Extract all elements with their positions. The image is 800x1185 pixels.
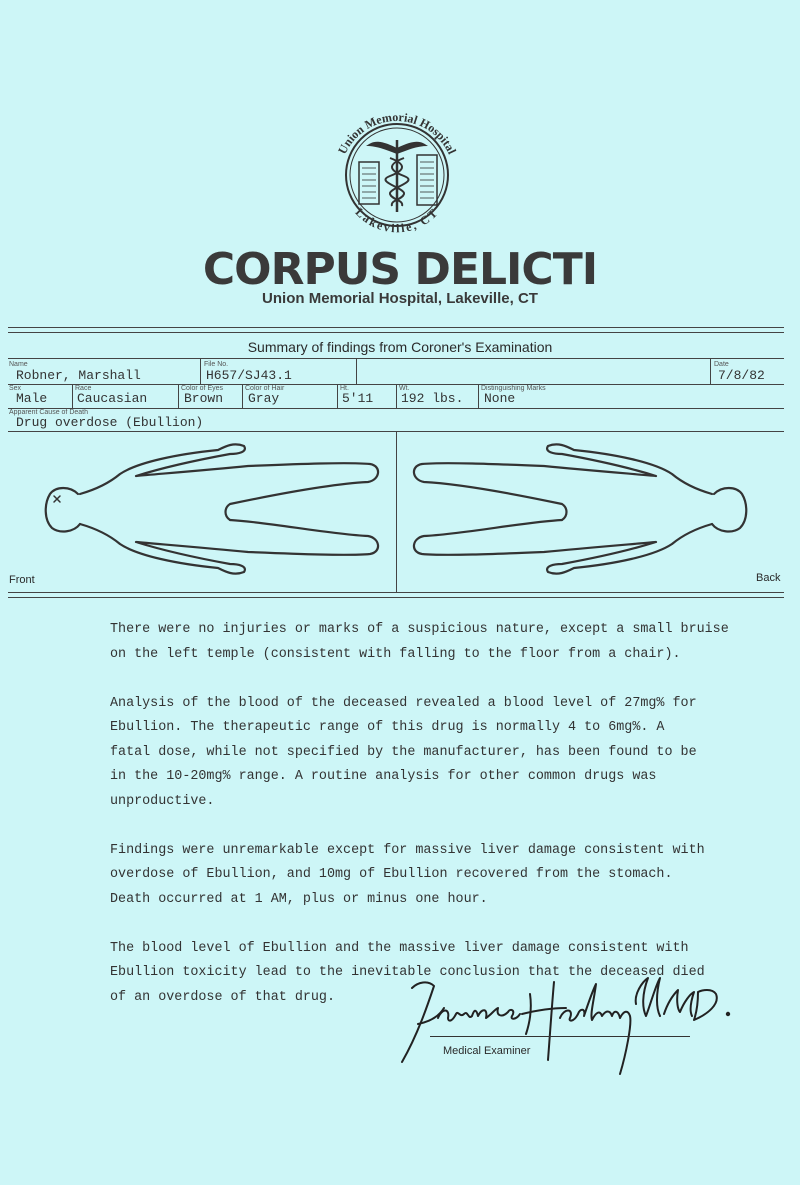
marks-value: None — [484, 391, 516, 406]
divider — [396, 384, 397, 408]
weight-label: Wt. — [399, 385, 410, 392]
divider — [200, 358, 201, 384]
hair-label: Color of Hair — [245, 385, 285, 392]
hair-value: Gray — [248, 391, 280, 406]
findings-paragraph: Analysis of the blood of the deceased revealed a blood level of 27mg% for Ebullion. The therapeutic range of this drug is normally 4 to 6mg%. A fatal dose, while not specified by the manufacturer, has been found to be in the 10-20mg% range. A routine analysis for other common drugs was unproductive. — [110, 695, 697, 809]
divider — [178, 384, 179, 408]
sex-value: Male — [16, 391, 48, 406]
cause-label: Apparent Cause of Death — [9, 409, 88, 416]
race-label: Race — [75, 385, 92, 392]
findings-paragraph: Findings were unremarkable except for massive liver damage consistent with overdose of Ebullion, and 10mg of Ebullion recovered from the stomach. Death occurred at 1 AM, plus or minus one hour. — [110, 842, 705, 907]
front-label: Front — [9, 574, 35, 586]
divider — [8, 332, 784, 333]
height-label: Ht. — [340, 385, 349, 392]
divider — [710, 358, 711, 384]
back-label: Back — [756, 572, 781, 584]
front-body-outline — [46, 444, 378, 573]
weight-value: 192 lbs. — [401, 391, 464, 406]
name-label: Name — [9, 361, 28, 368]
divider — [356, 358, 357, 384]
race-value: Caucasian — [77, 391, 148, 406]
divider — [337, 384, 338, 408]
divider — [8, 327, 784, 328]
file-no-label: File No. — [204, 361, 229, 368]
handwritten-signature — [398, 964, 738, 1089]
height-value: 5'11 — [342, 391, 374, 406]
examiner-title: Medical Examiner — [443, 1045, 531, 1057]
svg-text:Lakeville, CT: Lakeville, CT — [352, 204, 442, 236]
svg-text:Union Memorial Hospital: Union Memorial Hospital — [334, 109, 460, 157]
findings-paragraph: There were no injuries or marks of a suspicious nature, except a small bruise on the left temple (consistent with falling to the floor from a chair). — [110, 622, 729, 662]
divider — [8, 592, 784, 593]
eyes-value: Brown — [184, 391, 224, 406]
hospital-seal — [322, 100, 472, 250]
document-title: CORPUS DELICTI — [202, 244, 598, 295]
name-value: Robner, Marshall — [16, 368, 141, 383]
cause-value: Drug overdose (Ebullion) — [16, 415, 204, 430]
divider — [242, 384, 243, 408]
marks-label: Distinguishing Marks — [481, 385, 546, 392]
file-no-value: H657/SJ43.1 — [206, 368, 292, 383]
date-value: 7/8/82 — [718, 368, 765, 383]
eyes-label: Color of Eyes — [181, 385, 224, 392]
signature-line — [430, 1036, 690, 1037]
divider — [8, 358, 784, 359]
sex-label: Sex — [9, 385, 22, 392]
document-subtitle: Union Memorial Hospital, Lakeville, CT — [262, 290, 538, 307]
divider — [478, 384, 479, 408]
divider — [72, 384, 73, 408]
body-diagram — [8, 432, 784, 592]
back-body-outline — [414, 444, 746, 573]
date-label: Date — [714, 361, 729, 368]
divider — [8, 597, 784, 598]
findings-paragraph: The blood level of Ebullion and the massive liver damage consistent with Ebullion toxicity lead to the inevitable conclusion that the deceased died of an overdose of that drug. — [110, 940, 705, 1005]
divider — [8, 408, 784, 409]
summary-title: Summary of findings from Coroner's Examination — [247, 339, 553, 355]
